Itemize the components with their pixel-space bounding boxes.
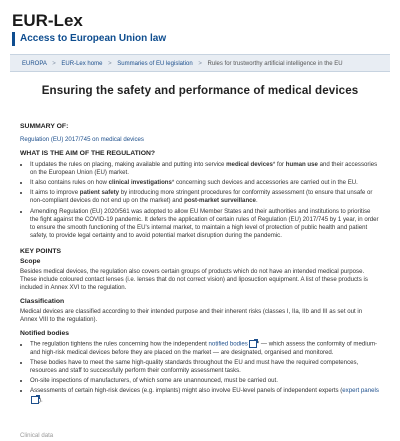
aim-heading: WHAT IS THE AIM OF THE REGULATION? [20,150,156,158]
aim-bullet-bold: post-market surveillance [184,197,256,205]
aim-bullet-text: * for [272,161,286,169]
breadcrumb-separator: > [198,61,202,67]
breadcrumb-current: Rules for trustworthy artificial intelligence in the EU [207,61,343,67]
list-item [30,387,380,404]
page-title: Ensuring the safety and performance of medical devices [41,84,359,97]
aim-bullet-bold: medical devices [226,161,273,169]
aim-bullet-text: It updates the rules on placing, making available and putting into service [30,161,227,169]
aim-bullet-text: by introducing more stringent procedures for conformity assessment (to ensure that unsafe or non-compliant devices do not end up on the market) and [30,189,373,205]
site-logo-title[interactable]: EUR-Lex [12,11,83,30]
classification-heading: Classification [20,298,65,306]
list-item [30,377,380,385]
aim-bullet-text: It also contains rules on how [30,179,109,187]
notified-bodies-list [20,340,380,404]
list-item [30,189,380,205]
aim-bullet-bold: patient safety [79,189,120,197]
notified-bullet-text: On-site inspections of manufacturers, of which some are unannounced, must be carried out. [30,377,278,385]
aim-list [20,161,380,240]
site-header [0,0,400,52]
breadcrumb-summaries[interactable]: Summaries of EU legislation [117,61,193,67]
classification-text: Medical devices are classified according to their intended purpose and their inherent risks (classes I, IIa, IIb and III as set out in Annex VIII to the regulation). [20,308,363,324]
summary-label: SUMMARY OF: [20,123,69,130]
list-item [30,340,380,357]
site-logo-subtitle: Access to European Union law [12,32,187,46]
regulation-link-text[interactable]: Regulation (EU) 2017/745 on medical devices [20,136,144,143]
breadcrumb [22,59,392,69]
notified-bullet-text: Assessments of certain high-risk devices (e.g. implants) might also involve EU-level panels of independent experts ( [30,387,343,395]
scope-text: Besides medical devices, the regulation also covers certain groups of products which do not have an intended medical purpose. These include coloured contact lenses (i.e. lenses that do not correct vision) and liposuction equipment. A list of these products is included in Annex XVI to the regulation. [20,267,368,292]
list-item [30,208,380,240]
breadcrumb-separator: > [52,61,56,67]
aim-bullet-text: . [255,197,258,205]
breadcrumb-separator: > [108,61,112,67]
breadcrumb-europa[interactable]: EUROPA [22,61,47,67]
regulation-link[interactable] [20,136,380,144]
notified-bullet-text: * — which assess the conformity of medium- and high-risk medical devices before they are placed on the market — are designated, organised and monitored. [30,341,378,357]
list-item [30,359,380,375]
aim-bullet-text: and their accessories on the European Union (EU) market. [30,161,378,177]
aim-bullet-text: It aims to improve [30,189,80,197]
notified-bullet-text: These bodies have to meet the same high-quality standards throughout the EU and must have the required competences, resources and staff to successfully perform their conformity assessment tasks. [30,359,359,375]
list-item [30,161,380,177]
list-item [30,179,380,187]
notified-bodies-heading: Notified bodies [20,330,70,338]
external-link-icon [31,396,39,404]
aim-bullet-text: Amending Regulation (EU) 2020/561 was adopted to allow EU Member States and their authorities and institutions to prioritise the fight against the COVID-19 pandemic. It defers the application of certain rules of Regulation (EU) 2017/745 by 1 year, in order to ensure the smooth functioning of the EU's internal market, to maintain a high level of protection of public health and patient safety, to provide legal certainty and to avoid potential market disruption during the pandemic. [30,207,379,239]
clinical-data-heading: Clinical data [20,432,54,439]
aim-bullet-text: * concerning such devices and accessories are carried out in the EU. [171,179,358,187]
notified-bullet-text: The regulation tightens the rules concerning how the independent [30,341,209,349]
notified-bodies-link[interactable]: notified bodies [208,341,248,349]
expert-panels-link[interactable]: expert panels [342,387,379,395]
scope-heading: Scope [20,257,41,265]
key-points-heading: KEY POINTS [20,247,62,255]
notified-bullet-text: ). [39,396,43,404]
external-link-icon [249,340,257,348]
breadcrumb-eurlex-home[interactable]: EUR-Lex home [61,61,103,67]
aim-bullet-bold: clinical investigations [108,179,172,187]
aim-bullet-bold: human use [285,161,318,169]
main-content [20,122,380,410]
